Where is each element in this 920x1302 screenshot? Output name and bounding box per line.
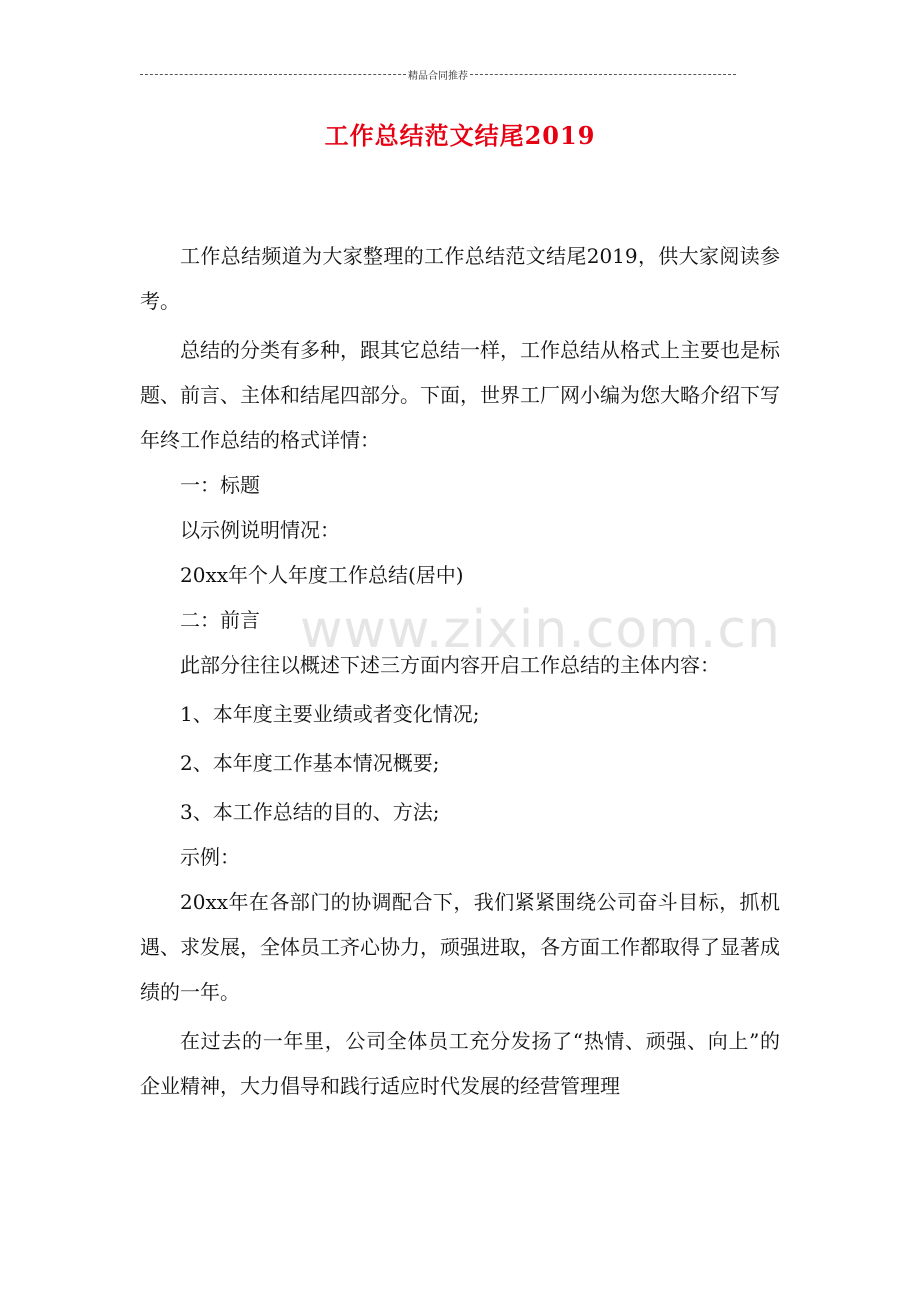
paragraph-preface-description: 此部分往往以概述下述三方面内容开启工作总结的主体内容： (180, 653, 720, 677)
paragraph-format-overview: 总结的分类有多种，跟其它总结一样，工作总结从格式上主要也是标题、前言、主体和结尾四部分。下面，世界工厂网小编为您大略介绍下写年终工作总结的格式详情： (140, 338, 780, 452)
paragraph-example-body-2: 在过去的一年里，公司全体员工充分发扬了“热情、顽强、向上”的企业精神，大力倡导和践行适应时代发展的经营管理理 (140, 1029, 780, 1098)
header-label: 精品合同推荐 (408, 70, 468, 82)
document-body (140, 234, 780, 1109)
list-item-2: 2、本年度工作基本情况概要; (180, 751, 440, 775)
document-title: 工作总结范文结尾2019 (324, 121, 596, 150)
list-item-1: 1、本年度主要业绩或者变化情况; (180, 702, 480, 726)
paragraph-example-body-1: 20xx年在各部门的协调配合下，我们紧紧围绕公司奋斗目标，抓机遇、求发展，全体员工齐心协力，顽强进取，各方面工作都取得了显著成绩的一年。 (140, 890, 780, 1004)
header-rule (140, 66, 736, 82)
watermark-logo: www.zixin.com.cn (300, 600, 781, 660)
paragraph-intro: 工作总结频道为大家整理的工作总结范文结尾2019，供大家阅读参考。 (140, 244, 780, 313)
paragraph-example-intro: 以示例说明情况： (180, 518, 340, 542)
header-dash-right (470, 74, 736, 75)
paragraph-example-title: 20xx年个人年度工作总结(居中) (180, 563, 464, 587)
paragraph-section-preface-heading: 二：前言 (180, 608, 260, 632)
paragraph-example-label: 示例： (180, 845, 240, 869)
header-dash-left (140, 74, 406, 75)
paragraph-section-title-heading: 一：标题 (180, 473, 260, 497)
list-item-3: 3、本工作总结的目的、方法; (180, 800, 440, 824)
